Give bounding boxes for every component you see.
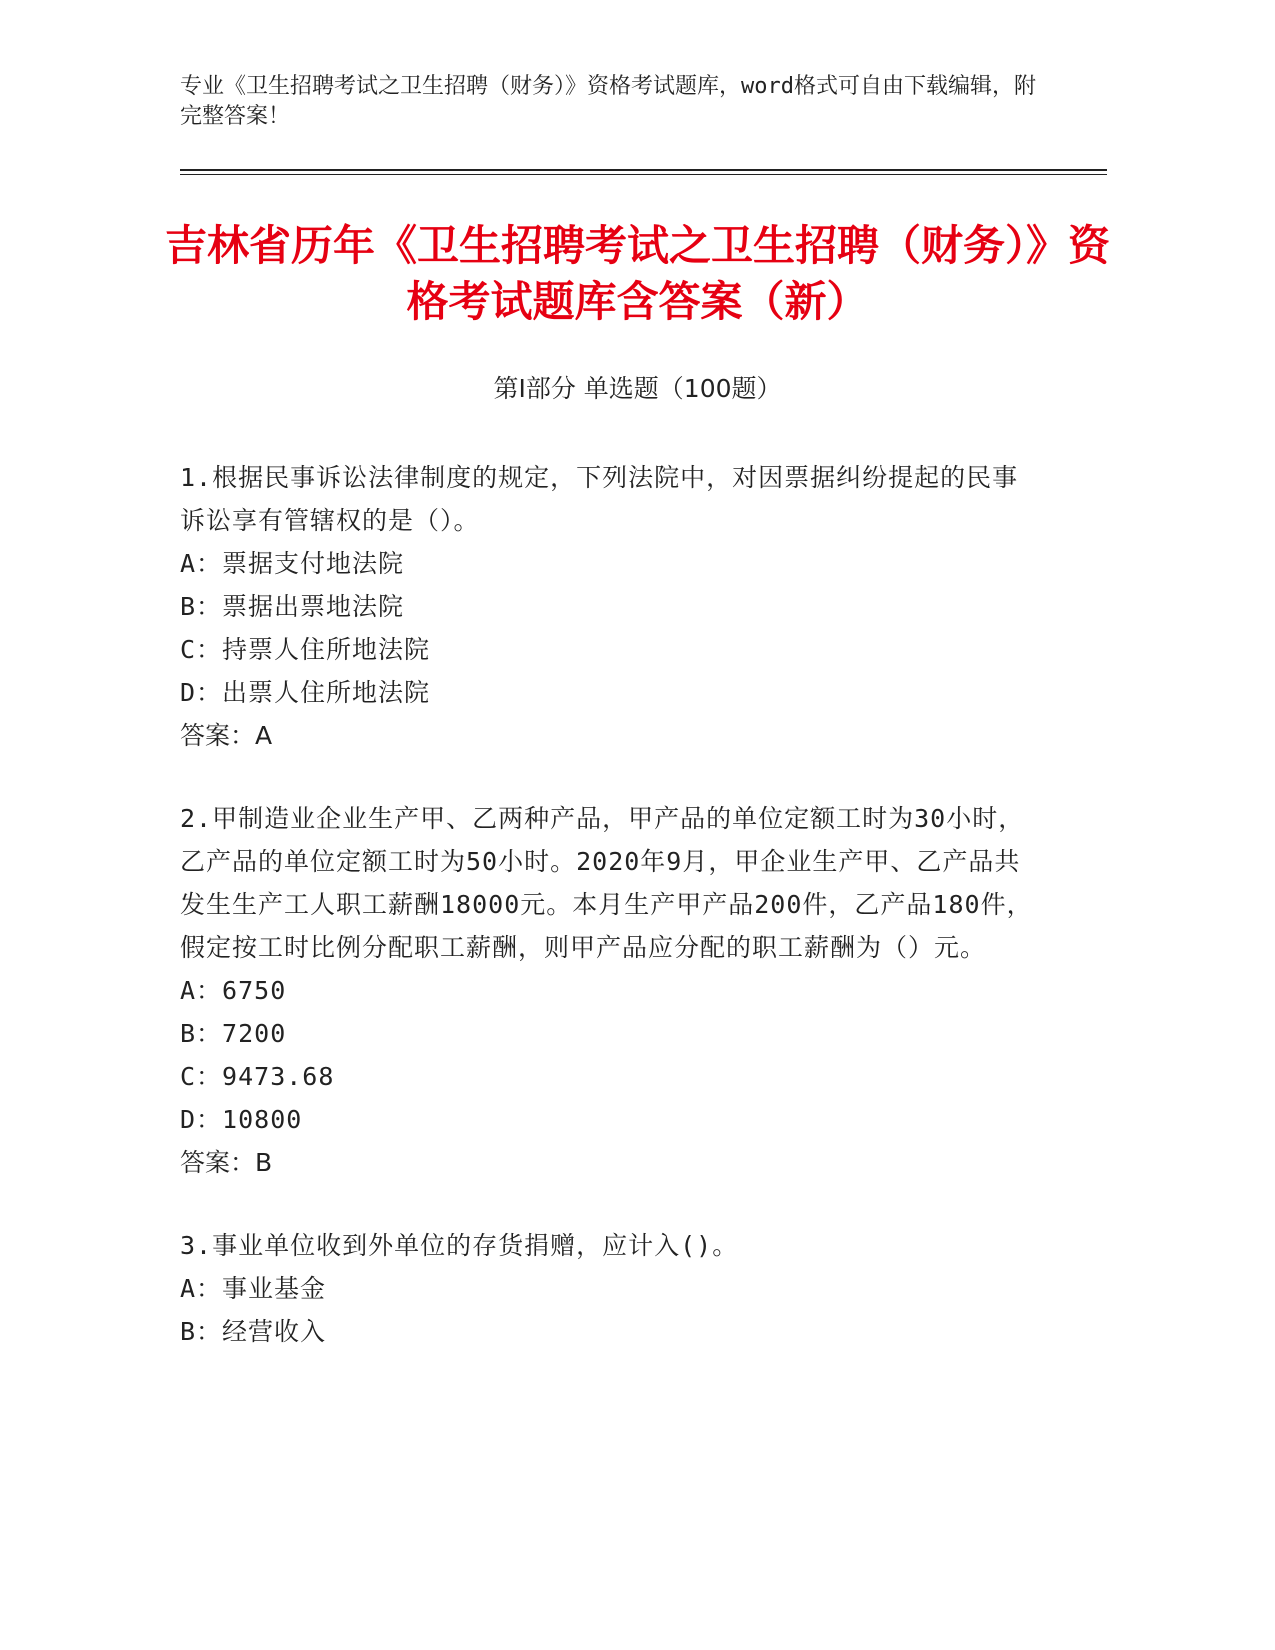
answer-line: 答案：B <box>180 1148 273 1177</box>
question-2 <box>180 797 1040 1184</box>
question-stem: 3.事业单位收到外单位的存货捐赠，应计入()。 <box>180 1231 739 1260</box>
question-stem: 2.甲制造业企业生产甲、乙两种产品，甲产品的单位定额工时为30小时，乙产品的单位定额工时为50小时。2020年9月，甲企业生产甲、乙产品共发生生产工人职工薪酬18000元。本月生产甲产品200件，乙产品180件，假定按工时比例分配职工薪酬，则甲产品应分配的职工薪酬为（）元。 <box>180 804 1033 962</box>
option-d: D：10800 <box>180 1105 303 1134</box>
question-stem: 1.根据民事诉讼法律制度的规定，下列法院中，对因票据纠纷提起的民事诉讼享有管辖权的是（）。 <box>180 463 1019 535</box>
option-b: B：7200 <box>180 1019 287 1048</box>
question-1 <box>180 456 1040 757</box>
option-a: A：事业基金 <box>180 1274 327 1303</box>
option-list <box>180 542 1040 714</box>
option-b: B：票据出票地法院 <box>180 592 405 621</box>
question-3 <box>180 1224 1040 1353</box>
question-list <box>180 456 1040 1393</box>
option-d: D：出票人住所地法院 <box>180 678 431 707</box>
option-a: A：6750 <box>180 976 287 1005</box>
document-title: 吉林省历年《卫生招聘考试之卫生招聘（财务）》资格考试题库含答案（新） <box>164 221 1110 326</box>
header-divider <box>180 169 1107 175</box>
option-b: B：经营收入 <box>180 1317 327 1346</box>
option-list <box>180 969 1040 1141</box>
option-c: C：持票人住所地法院 <box>180 635 431 664</box>
section-heading: 第Ⅰ部分 单选题（100题） <box>493 374 782 403</box>
option-list <box>180 1267 1040 1353</box>
option-a: A：票据支付地法院 <box>180 549 405 578</box>
answer-line: 答案：A <box>180 721 273 750</box>
header-note: 专业《卫生招聘考试之卫生招聘（财务）》资格考试题库，word格式可自由下载编辑，附完整答案！ <box>180 74 1036 129</box>
option-c: C：9473.68 <box>180 1062 335 1091</box>
